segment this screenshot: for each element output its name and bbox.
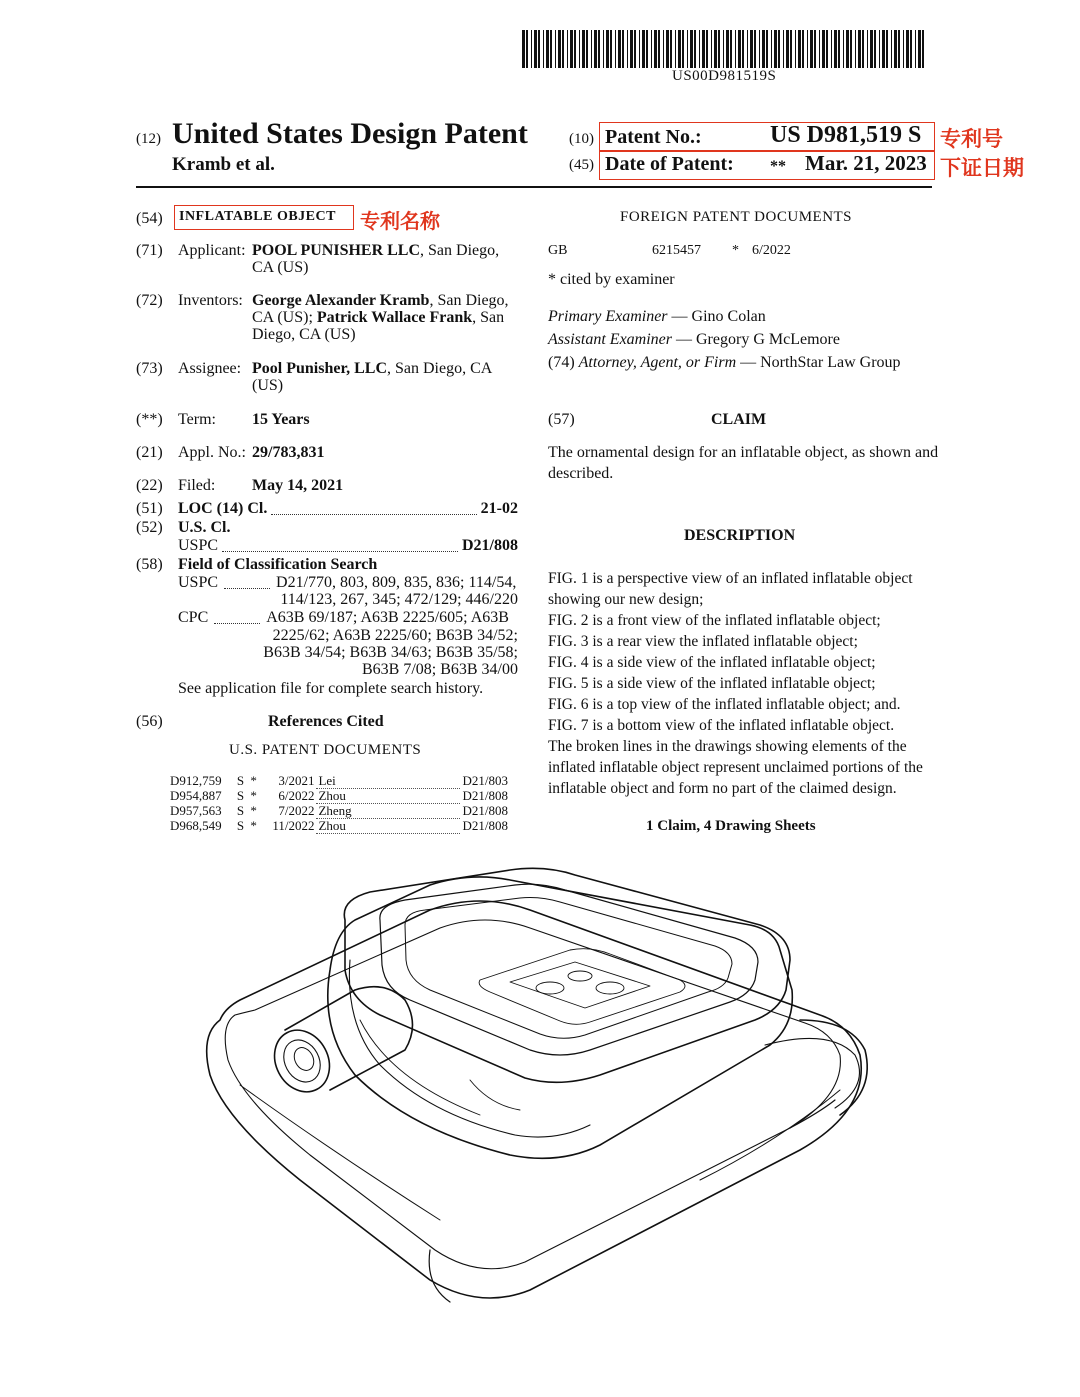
primary-examiner-label: Primary Examiner bbox=[548, 308, 668, 325]
annotation-patent-number: 专利号 bbox=[940, 127, 1003, 151]
search-uspc-1: D21/770, 803, 809, 835, 836; 114/54, bbox=[276, 574, 517, 591]
foreign-country: GB bbox=[548, 243, 568, 258]
seat-ring bbox=[344, 868, 790, 1082]
applicant-label: Applicant: bbox=[178, 242, 246, 259]
references-table bbox=[168, 774, 520, 834]
attorney-label: Attorney, Agent, or Firm bbox=[578, 354, 737, 371]
inventors-label: Inventors: bbox=[178, 292, 243, 309]
barcode-bar bbox=[822, 30, 825, 68]
reference-class: D21/803 bbox=[462, 773, 508, 789]
barcode-bar bbox=[579, 30, 580, 68]
code-10: (10) bbox=[569, 131, 594, 147]
assistant-examiner-name: — Gregory G McLemore bbox=[672, 331, 840, 348]
references-label: References Cited bbox=[268, 713, 384, 730]
search-cpc-leader bbox=[214, 623, 260, 624]
barcode-bar bbox=[702, 30, 705, 68]
barcode-bar bbox=[670, 30, 672, 68]
barcode-bar bbox=[642, 30, 645, 68]
barcode-bar bbox=[726, 30, 729, 68]
barcode-bar bbox=[870, 30, 873, 68]
claim-line-1: The ornamental design for an inflatable object, as shown and bbox=[548, 444, 939, 461]
barcode-bar bbox=[555, 30, 556, 68]
reference-number: D957,563 bbox=[170, 803, 222, 818]
date-mark: ** bbox=[770, 158, 786, 175]
reference-row bbox=[168, 774, 520, 789]
barcode-bar bbox=[774, 30, 777, 68]
foreign-heading: FOREIGN PATENT DOCUMENTS bbox=[620, 209, 853, 225]
reference-date: 3/2021 bbox=[278, 773, 315, 789]
reference-name: Zheng bbox=[316, 804, 460, 819]
code-12: (12) bbox=[136, 131, 161, 147]
reference-row bbox=[168, 804, 520, 819]
reference-name: Lei bbox=[316, 774, 460, 789]
term-label: Term: bbox=[178, 411, 216, 428]
barcode-bar bbox=[639, 30, 640, 68]
appl-no-label: Appl. No.: bbox=[178, 444, 246, 461]
barcode-bar bbox=[618, 30, 621, 68]
barcode-bar bbox=[651, 30, 652, 68]
loc-class-row bbox=[178, 499, 518, 519]
barcode-bar bbox=[867, 30, 868, 68]
barcode-bar bbox=[843, 30, 844, 68]
barcode-bar bbox=[627, 30, 628, 68]
barcode-bar bbox=[759, 30, 760, 68]
reference-star: * bbox=[250, 818, 257, 833]
barcode-bar bbox=[894, 30, 897, 68]
reference-star: * bbox=[250, 788, 257, 803]
barcode-bar bbox=[735, 30, 736, 68]
search-cpc-3: B63B 34/54; B63B 34/63; B63B 35/58; bbox=[263, 644, 518, 661]
reference-number: D954,887 bbox=[170, 788, 222, 803]
code-51: (51) bbox=[136, 500, 163, 517]
barcode-bar bbox=[778, 30, 780, 68]
barcode-bar bbox=[903, 30, 904, 68]
reference-star: * bbox=[250, 803, 257, 818]
appl-no-value: 29/783,831 bbox=[252, 444, 325, 461]
description-line: The broken lines in the drawings showing elements of the bbox=[548, 738, 907, 755]
applicant-city: , San Diego, bbox=[420, 242, 500, 259]
seat-body bbox=[328, 877, 793, 1158]
applicant-line2: CA (US) bbox=[252, 259, 309, 276]
description-line: inflated inflatable object represent unclaimed portions of the bbox=[548, 759, 923, 776]
description-line: FIG. 4 is a side view of the inflated inflatable object; bbox=[548, 654, 876, 671]
figure-perspective-drawing bbox=[180, 850, 880, 1310]
description-line: showing our new design; bbox=[548, 591, 704, 608]
reference-class: D21/808 bbox=[462, 788, 508, 803]
reference-kind: S bbox=[236, 803, 245, 818]
barcode-bar bbox=[663, 30, 664, 68]
term-value: 15 Years bbox=[252, 411, 310, 428]
attorney-name: — NorthStar Law Group bbox=[736, 354, 901, 371]
barcode-bar bbox=[730, 30, 732, 68]
barcode-bar bbox=[630, 30, 633, 68]
code-54: (54) bbox=[136, 210, 163, 227]
loc-class-label: LOC (14) Cl. bbox=[178, 500, 268, 517]
barcode-bar bbox=[678, 30, 681, 68]
barcode-bar bbox=[654, 30, 657, 68]
reference-star: * bbox=[250, 773, 257, 789]
inventor-1: George Alexander Kramb bbox=[252, 292, 430, 309]
search-note: See application file for complete search history. bbox=[178, 680, 484, 697]
reference-kind: S bbox=[236, 788, 245, 803]
barcode-bar bbox=[762, 30, 765, 68]
barcode-bar bbox=[615, 30, 616, 68]
description-line: inflatable object and form no part of the claimed design. bbox=[548, 780, 897, 797]
search-cpc-4: B63B 7/08; B63B 34/00 bbox=[361, 661, 518, 678]
code-74: (74) bbox=[548, 354, 575, 371]
barcode-bar bbox=[603, 30, 604, 68]
barcode-bar bbox=[534, 30, 537, 68]
code-57: (57) bbox=[548, 411, 575, 428]
description-line: FIG. 7 is a bottom view of the inflated inflatable object. bbox=[548, 717, 895, 734]
inventor-2-city: , San bbox=[472, 309, 505, 326]
reference-row bbox=[168, 789, 520, 804]
filed-value: May 14, 2021 bbox=[252, 477, 344, 494]
reference-class: D21/808 bbox=[462, 818, 508, 833]
barcode-bar bbox=[790, 30, 792, 68]
barcode-bar bbox=[567, 30, 568, 68]
description-heading: DESCRIPTION bbox=[684, 527, 796, 544]
document-type: United States Design Patent bbox=[172, 117, 528, 150]
barcode-bar bbox=[586, 30, 588, 68]
field-search-label: Field of Classification Search bbox=[178, 556, 378, 573]
description-line: FIG. 3 is a rear view the inflated inflatable object; bbox=[548, 633, 858, 650]
reference-kind: S bbox=[236, 818, 245, 833]
reference-class: D21/808 bbox=[462, 803, 508, 818]
barcode-bar bbox=[675, 30, 676, 68]
barcode-bar bbox=[918, 30, 921, 68]
barcode-bar bbox=[714, 30, 717, 68]
barcode-bar bbox=[606, 30, 609, 68]
assignee-label: Assignee: bbox=[178, 360, 242, 377]
inventors-line3: Diego, CA (US) bbox=[252, 326, 356, 343]
assistant-examiner-label: Assistant Examiner bbox=[548, 331, 672, 348]
barcode-bar bbox=[783, 30, 784, 68]
barcode-bar bbox=[591, 30, 592, 68]
assignee-city: , San Diego, CA bbox=[387, 360, 493, 377]
date-label: Date of Patent: bbox=[605, 153, 734, 175]
barcode bbox=[522, 30, 932, 68]
barcode-bar bbox=[742, 30, 744, 68]
barcode-bar bbox=[798, 30, 801, 68]
description-line: FIG. 1 is a perspective view of an inflated inflatable object bbox=[548, 570, 913, 587]
primary-examiner bbox=[548, 307, 766, 327]
search-cpc-label: CPC bbox=[178, 609, 209, 626]
barcode-bar bbox=[786, 30, 789, 68]
us-class-label: U.S. Cl. bbox=[178, 519, 231, 536]
barcode-bar bbox=[718, 30, 720, 68]
foreign-number: 6215457 bbox=[652, 243, 701, 258]
cited-note: * cited by examiner bbox=[548, 271, 675, 288]
attorney-line bbox=[548, 353, 901, 373]
claims-summary: 1 Claim, 4 Drawing Sheets bbox=[646, 818, 816, 834]
barcode-bar bbox=[558, 30, 561, 68]
barcode-bar bbox=[687, 30, 688, 68]
barcode-bar bbox=[574, 30, 576, 68]
barcode-bar bbox=[898, 30, 900, 68]
barcode-bar bbox=[750, 30, 753, 68]
us-docs-heading: U.S. PATENT DOCUMENTS bbox=[229, 742, 422, 758]
barcode-bar bbox=[814, 30, 816, 68]
primary-examiner-name: — Gino Colan bbox=[667, 308, 766, 325]
annotation-issue-date: 下证日期 bbox=[940, 156, 1024, 180]
patent-title: INFLATABLE OBJECT bbox=[179, 209, 336, 224]
barcode-bar bbox=[771, 30, 772, 68]
barcode-bar bbox=[711, 30, 712, 68]
reference-kind: S bbox=[236, 773, 245, 789]
barcode-bar bbox=[922, 30, 924, 68]
code-71: (71) bbox=[136, 242, 163, 259]
barcode-bar bbox=[879, 30, 880, 68]
barcode-bar bbox=[522, 30, 525, 68]
assignee-name: Pool Punisher, LLC bbox=[252, 360, 387, 377]
loc-class-leader bbox=[271, 514, 476, 515]
barcode-bar bbox=[666, 30, 669, 68]
barcode-bar bbox=[682, 30, 684, 68]
cup-holder bbox=[264, 987, 412, 1102]
patent-date: Mar. 21, 2023 bbox=[805, 151, 927, 175]
barcode-bar bbox=[694, 30, 696, 68]
barcode-bar bbox=[807, 30, 808, 68]
barcode-bar bbox=[858, 30, 861, 68]
barcode-bar bbox=[723, 30, 724, 68]
barcode-bar bbox=[910, 30, 912, 68]
barcode-bar bbox=[570, 30, 573, 68]
description-line: FIG. 2 is a front view of the inflated inflatable object; bbox=[548, 612, 881, 629]
barcode-bar bbox=[526, 30, 528, 68]
base-tube bbox=[207, 901, 862, 1302]
barcode-bar bbox=[646, 30, 648, 68]
inventors-short: Kramb et al. bbox=[172, 154, 275, 175]
barcode-bar bbox=[582, 30, 585, 68]
barcode-bar bbox=[706, 30, 708, 68]
barcode-bar bbox=[690, 30, 693, 68]
search-uspc-2: 114/123, 267, 345; 472/129; 446/220 bbox=[280, 591, 518, 608]
barcode-bar bbox=[538, 30, 540, 68]
barcode-bar bbox=[562, 30, 564, 68]
loc-class-value: 21-02 bbox=[480, 500, 518, 517]
barcode-bar bbox=[598, 30, 600, 68]
uspc-label: USPC bbox=[178, 537, 219, 554]
barcode-bar bbox=[658, 30, 660, 68]
reference-number: D968,549 bbox=[170, 818, 222, 833]
barcode-bar bbox=[550, 30, 552, 68]
barcode-bar bbox=[610, 30, 612, 68]
reference-row bbox=[168, 819, 520, 834]
inventor-2: Patrick Wallace Frank bbox=[316, 309, 473, 326]
filed-label: Filed: bbox=[178, 477, 216, 494]
inventor-1-state: CA (US); bbox=[252, 309, 317, 326]
code-72: (72) bbox=[136, 292, 163, 309]
foreign-date: 6/2022 bbox=[752, 243, 791, 258]
barcode-bar bbox=[754, 30, 756, 68]
barcode-bar bbox=[594, 30, 597, 68]
barcode-bar bbox=[886, 30, 888, 68]
barcode-bar bbox=[846, 30, 849, 68]
barcode-bar bbox=[543, 30, 544, 68]
patent-number-label: Patent No.: bbox=[605, 126, 702, 148]
applicant-name: POOL PUNISHER LLC bbox=[252, 242, 421, 259]
barcode-bar bbox=[906, 30, 909, 68]
barcode-bar bbox=[634, 30, 636, 68]
barcode-bar bbox=[826, 30, 828, 68]
inventor-1-city: , San Diego, bbox=[429, 292, 509, 309]
description-line: FIG. 5 is a side view of the inflated inflatable object; bbox=[548, 675, 876, 692]
barcode-bar bbox=[855, 30, 856, 68]
foreign-star: * bbox=[732, 243, 739, 258]
code-21: (21) bbox=[136, 444, 163, 461]
code-56: (56) bbox=[136, 713, 163, 730]
barcode-bar bbox=[766, 30, 768, 68]
barcode-bar bbox=[802, 30, 804, 68]
barcode-bar bbox=[834, 30, 837, 68]
code-52: (52) bbox=[136, 519, 163, 536]
search-uspc-leader bbox=[224, 588, 270, 589]
reference-name: Zhou bbox=[316, 819, 460, 834]
barcode-bar bbox=[874, 30, 876, 68]
barcode-bar bbox=[915, 30, 916, 68]
barcode-bar bbox=[622, 30, 624, 68]
barcode-bar bbox=[891, 30, 892, 68]
reference-date: 6/2022 bbox=[278, 788, 315, 803]
code-73: (73) bbox=[136, 360, 163, 377]
reference-number: D912,759 bbox=[170, 773, 222, 789]
reference-date: 11/2022 bbox=[272, 818, 315, 833]
barcode-bar bbox=[546, 30, 549, 68]
barcode-bar bbox=[738, 30, 741, 68]
code-58: (58) bbox=[136, 556, 163, 573]
barcode-bar bbox=[699, 30, 700, 68]
assignee-line1 bbox=[252, 359, 492, 379]
barcode-bar bbox=[819, 30, 820, 68]
claim-line-2: described. bbox=[548, 465, 614, 482]
search-cpc-2: 2225/62; A63B 2225/60; B63B 34/52; bbox=[272, 627, 518, 644]
description-block bbox=[548, 568, 938, 799]
barcode-bar bbox=[882, 30, 885, 68]
barcode-number: US00D981519S bbox=[672, 68, 777, 84]
uspc-value: D21/808 bbox=[462, 537, 518, 554]
reference-name: Zhou bbox=[316, 789, 460, 804]
barcode-bar bbox=[531, 30, 532, 68]
barcode-bar bbox=[862, 30, 864, 68]
uspc-leader bbox=[222, 551, 458, 552]
claim-heading: CLAIM bbox=[711, 411, 767, 428]
assignee-line2: (US) bbox=[252, 377, 284, 394]
barcode-bar bbox=[795, 30, 796, 68]
seat-floor bbox=[479, 949, 685, 1025]
barcode-bar bbox=[810, 30, 813, 68]
uspc-row bbox=[178, 536, 518, 556]
barcode-bar bbox=[831, 30, 832, 68]
barcode-bar bbox=[838, 30, 840, 68]
search-cpc-row bbox=[178, 608, 518, 628]
code-22: (22) bbox=[136, 477, 163, 494]
assistant-examiner bbox=[548, 330, 840, 350]
annotation-title: 专利名称 bbox=[360, 209, 440, 233]
description-line: FIG. 6 is a top view of the inflated inflatable object; and. bbox=[548, 696, 901, 713]
code-45: (45) bbox=[569, 157, 594, 173]
search-uspc-label: USPC bbox=[178, 574, 219, 591]
header-rule bbox=[136, 186, 932, 188]
barcode-bar bbox=[747, 30, 748, 68]
search-cpc-1: A63B 69/187; A63B 2225/605; A63B bbox=[266, 609, 509, 626]
reference-date: 7/2022 bbox=[278, 803, 315, 818]
barcode-bar bbox=[850, 30, 852, 68]
patent-number: US D981,519 S bbox=[770, 122, 922, 148]
code-term: (**) bbox=[136, 411, 163, 428]
